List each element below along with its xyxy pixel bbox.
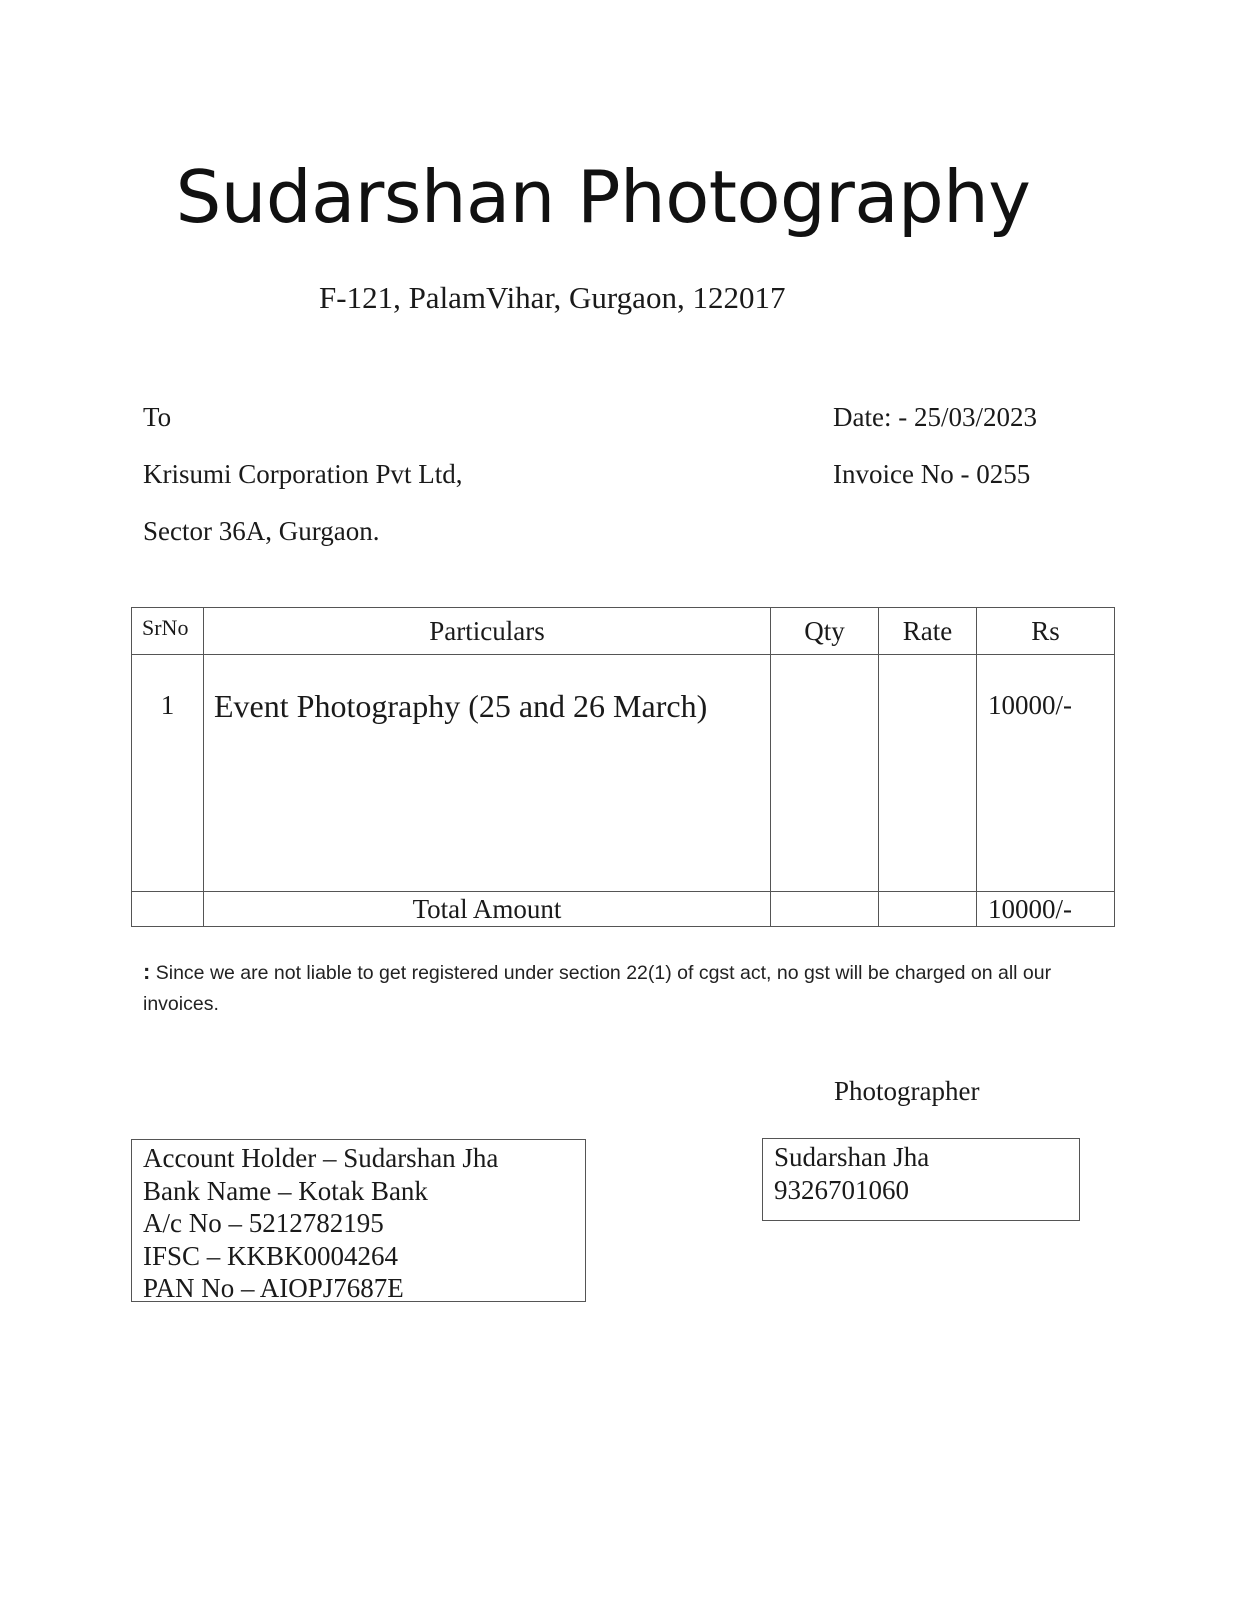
total-row: [132, 892, 1115, 927]
total-empty-rate: [879, 892, 977, 927]
photographer-label: Photographer: [834, 1076, 980, 1106]
to-label: To: [143, 402, 172, 432]
business-address: F-121, PalamVihar, Gurgaon, 122017: [319, 280, 786, 315]
header-particulars: Particulars: [204, 608, 771, 655]
total-label: Total Amount: [204, 892, 771, 927]
bank-details-box: [131, 1139, 586, 1302]
client-address: Sector 36A, Gurgaon.: [143, 516, 380, 546]
bank-name: Bank Name – Kotak Bank: [143, 1175, 428, 1206]
header-srno: SrNo: [132, 608, 204, 655]
photographer-phone: 9326701060: [774, 1174, 909, 1205]
photographer-name: Sudarshan Jha: [774, 1142, 930, 1172]
item-particulars: Event Photography (25 and 26 March): [204, 655, 771, 892]
header-rs: Rs: [977, 608, 1115, 655]
header-rate: Rate: [879, 608, 977, 655]
total-empty-srno: [132, 892, 204, 927]
header-qty: Qty: [771, 608, 879, 655]
total-empty-qty: [771, 892, 879, 927]
item-rate: [879, 655, 977, 892]
gst-note-colon: :: [143, 959, 151, 984]
ifsc-code: IFSC – KKBK0004264: [143, 1240, 399, 1271]
account-holder: Account Holder – Sudarshan Jha: [143, 1143, 499, 1173]
item-srno: 1: [132, 655, 204, 892]
total-amount: 10000/-: [977, 892, 1115, 927]
invoice-table: [131, 607, 1115, 927]
item-qty: [771, 655, 879, 892]
item-amount: 10000/-: [977, 655, 1115, 892]
account-number: A/c No – 5212782195: [143, 1208, 384, 1238]
photographer-contact-box: [762, 1138, 1080, 1221]
table-header-row: [132, 608, 1115, 655]
invoice-date: Date: - 25/03/2023: [833, 402, 1037, 432]
business-name: Sudarshan Photography: [175, 155, 1031, 239]
table-row: [132, 655, 1115, 892]
gst-note-text: Since we are not liable to get registered under section 22(1) of cgst act, no gst will be charged on all our invoices.: [143, 962, 1052, 1015]
invoice-number: Invoice No - 0255: [833, 459, 1031, 489]
gst-note: [143, 956, 1103, 1020]
client-name: Krisumi Corporation Pvt Ltd,: [143, 459, 463, 489]
pan-number: PAN No – AIOPJ7687E: [143, 1273, 404, 1303]
